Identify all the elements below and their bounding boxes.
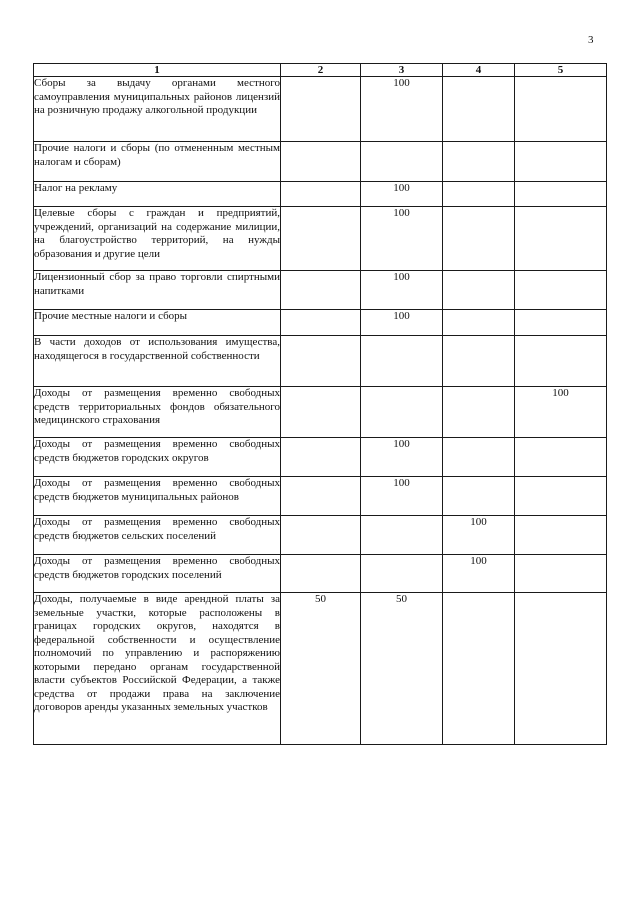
row-value-col5 [515, 182, 607, 207]
column-header-4: 4 [443, 64, 515, 77]
row-name: Прочие налоги и сборы (по отмененным местным налогам и сборам) [34, 142, 281, 182]
column-header-3: 3 [361, 64, 443, 77]
revenue-distribution-table [33, 63, 607, 745]
row-value-col2 [281, 207, 361, 271]
row-value-col4 [443, 336, 515, 387]
table-row [34, 516, 607, 555]
column-header-2: 2 [281, 64, 361, 77]
table-row [34, 555, 607, 593]
row-value-col4: 100 [443, 555, 515, 593]
row-value-col5 [515, 438, 607, 477]
row-value-col3: 100 [361, 310, 443, 336]
row-value-col2 [281, 555, 361, 593]
row-name: Доходы от размещения временно свободных средств бюджетов муниципальных районов [34, 477, 281, 516]
table-row [34, 310, 607, 336]
row-name: Прочие местные налоги и сборы [34, 310, 281, 336]
table-row [34, 207, 607, 271]
table-row [34, 387, 607, 438]
row-value-col5 [515, 271, 607, 310]
column-header-1: 1 [34, 64, 281, 77]
row-value-col2 [281, 142, 361, 182]
row-value-col4 [443, 310, 515, 336]
row-value-col5 [515, 593, 607, 745]
row-value-col3 [361, 555, 443, 593]
row-value-col2 [281, 387, 361, 438]
row-value-col2 [281, 182, 361, 207]
row-value-col2 [281, 477, 361, 516]
row-value-col5 [515, 310, 607, 336]
table-row [34, 182, 607, 207]
row-value-col4 [443, 438, 515, 477]
row-value-col5 [515, 555, 607, 593]
table-row [34, 438, 607, 477]
row-value-col2: 50 [281, 593, 361, 745]
row-value-col3 [361, 516, 443, 555]
row-name: Сборы за выдачу органами местного самоуправления муниципальных районов лицензий на розничную продажу алкогольной продукции [34, 77, 281, 142]
row-value-col4 [443, 387, 515, 438]
page-number: 3 [588, 34, 594, 46]
row-name: Доходы от размещения временно свободных средств бюджетов городских округов [34, 438, 281, 477]
header-row [34, 64, 607, 77]
row-name: Целевые сборы с граждан и предприятий, учреждений, организаций на содержание милиции, на благоустройство территорий, на нужды образования и другие цели [34, 207, 281, 271]
row-value-col3 [361, 142, 443, 182]
row-value-col2 [281, 516, 361, 555]
row-value-col3: 100 [361, 182, 443, 207]
row-value-col2 [281, 77, 361, 142]
row-value-col2 [281, 310, 361, 336]
row-name: Налог на рекламу [34, 182, 281, 207]
row-value-col4 [443, 593, 515, 745]
table-row [34, 142, 607, 182]
row-value-col3: 100 [361, 477, 443, 516]
row-value-col5 [515, 77, 607, 142]
row-value-col5 [515, 516, 607, 555]
row-value-col2 [281, 271, 361, 310]
column-header-5: 5 [515, 64, 607, 77]
row-value-col3 [361, 387, 443, 438]
table-row [34, 271, 607, 310]
row-value-col2 [281, 336, 361, 387]
row-value-col5: 100 [515, 387, 607, 438]
row-value-col5 [515, 207, 607, 271]
table-row [34, 593, 607, 745]
table-row [34, 477, 607, 516]
row-value-col2 [281, 438, 361, 477]
table-row [34, 336, 607, 387]
row-value-col4 [443, 477, 515, 516]
row-value-col4 [443, 207, 515, 271]
row-value-col3: 100 [361, 438, 443, 477]
row-name: Доходы, получаемые в виде арендной платы за земельные участки, которые расположены в границах городских округов, находятся в федеральной собственности и осуществление полномочий по управлению и распоряжению которыми передано органам государственной власти субъектов Российской Федерации, а также средства от продажи права на заключение договоров аренды указанных земельных участков [34, 593, 281, 745]
row-value-col5 [515, 142, 607, 182]
row-value-col5 [515, 336, 607, 387]
row-value-col4 [443, 77, 515, 142]
row-value-col3: 100 [361, 271, 443, 310]
row-name: Лицензионный сбор за право торговли спиртными напитками [34, 271, 281, 310]
row-value-col4 [443, 271, 515, 310]
row-value-col3: 50 [361, 593, 443, 745]
row-name: Доходы от размещения временно свободных средств бюджетов сельских поселений [34, 516, 281, 555]
row-value-col3: 100 [361, 77, 443, 142]
row-value-col3: 100 [361, 207, 443, 271]
table-row [34, 77, 607, 142]
row-value-col4 [443, 142, 515, 182]
row-value-col3 [361, 336, 443, 387]
row-value-col5 [515, 477, 607, 516]
row-value-col4 [443, 182, 515, 207]
row-name: Доходы от размещения временно свободных средств бюджетов городских поселений [34, 555, 281, 593]
row-name: Доходы от размещения временно свободных средств территориальных фондов обязательного медицинского страхования [34, 387, 281, 438]
row-name: В части доходов от использования имущества, находящегося в государственной собственности [34, 336, 281, 387]
row-value-col4: 100 [443, 516, 515, 555]
